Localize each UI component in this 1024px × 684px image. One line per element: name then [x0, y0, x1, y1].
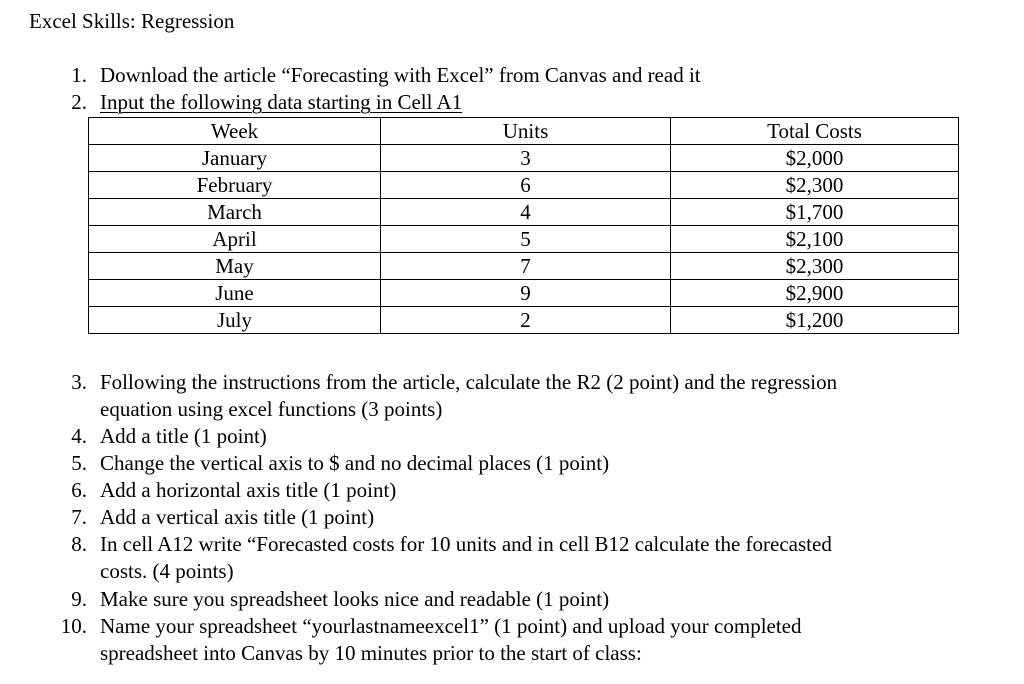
- table-row: [89, 226, 959, 253]
- cell-week: June: [89, 280, 381, 307]
- step-3: [71, 369, 838, 423]
- cell-units: 6: [381, 172, 671, 199]
- cell-week: February: [89, 172, 381, 199]
- step-number: 3.: [71, 370, 87, 394]
- data-table: [88, 117, 959, 334]
- cell-week: April: [89, 226, 381, 253]
- step-text: Following the instructions from the article, calculate the R2 (2 point) and the regression: [100, 370, 838, 394]
- cell-units: 9: [381, 280, 671, 307]
- step-number: 1.: [71, 63, 87, 87]
- step-text: Change the vertical axis to $ and no decimal places (1 point): [100, 451, 610, 475]
- cell-total-costs: $2,300: [671, 253, 959, 280]
- cell-total-costs: $2,900: [671, 280, 959, 307]
- cell-total-costs: $2,300: [671, 172, 959, 199]
- step-text: Input the following data starting in Cell A1: [100, 90, 463, 114]
- step-7: [71, 504, 375, 531]
- step-text: In cell A12 write “Forecasted costs for 10 units and in cell B12 calculate the forecasted: [100, 532, 832, 556]
- table-row: [89, 253, 959, 280]
- step-1: [71, 62, 701, 89]
- step-text: Make sure you spreadsheet looks nice and readable (1 point): [100, 587, 610, 611]
- page-title: Excel Skills: Regression: [29, 9, 235, 33]
- table-row: [89, 172, 959, 199]
- cell-total-costs: $2,000: [671, 145, 959, 172]
- cell-total-costs: $1,700: [671, 199, 959, 226]
- step-number: 5.: [71, 451, 87, 475]
- step-text: Download the article “Forecasting with Excel” from Canvas and read it: [100, 63, 701, 87]
- cell-units: 7: [381, 253, 671, 280]
- table-row: [89, 280, 959, 307]
- cell-total-costs: $2,100: [671, 226, 959, 253]
- step-number: 9.: [71, 587, 87, 611]
- step-number: 2.: [71, 90, 87, 114]
- step-number: 7.: [71, 505, 87, 529]
- step-2: [71, 89, 463, 116]
- step-5: [71, 450, 610, 477]
- cell-week: January: [89, 145, 381, 172]
- table-row: [89, 145, 959, 172]
- cell-total-costs: $1,200: [671, 307, 959, 334]
- step-8: [71, 531, 832, 585]
- cell-units: 2: [381, 307, 671, 334]
- step-text-continued: equation using excel functions (3 points): [100, 397, 443, 421]
- cell-week: May: [89, 253, 381, 280]
- step-text-continued: spreadsheet into Canvas by 10 minutes prior to the start of class:: [100, 641, 642, 665]
- cell-week: March: [89, 199, 381, 226]
- column-header-total-costs: Total Costs: [671, 118, 959, 145]
- step-number: 6.: [71, 478, 87, 502]
- step-text: Add a vertical axis title (1 point): [100, 505, 375, 529]
- cell-week: July: [89, 307, 381, 334]
- step-number: 8.: [71, 532, 87, 556]
- step-number: 10.: [60, 614, 87, 638]
- table-header-row: [89, 118, 959, 145]
- step-text-continued: costs. (4 points): [100, 559, 234, 583]
- step-text: Add a title (1 point): [100, 424, 267, 448]
- cell-units: 4: [381, 199, 671, 226]
- step-number: 4.: [71, 424, 87, 448]
- cell-units: 5: [381, 226, 671, 253]
- step-text: Name your spreadsheet “yourlastnameexcel1” (1 point) and upload your completed: [100, 614, 802, 638]
- step-9: [71, 586, 610, 613]
- table-row: [89, 307, 959, 334]
- table-row: [89, 199, 959, 226]
- step-text: Add a horizontal axis title (1 point): [100, 478, 397, 502]
- column-header-week: Week: [89, 118, 381, 145]
- column-header-units: Units: [381, 118, 671, 145]
- cell-units: 3: [381, 145, 671, 172]
- step-4: [71, 423, 267, 450]
- step-6: [71, 477, 397, 504]
- step-10: [60, 613, 802, 667]
